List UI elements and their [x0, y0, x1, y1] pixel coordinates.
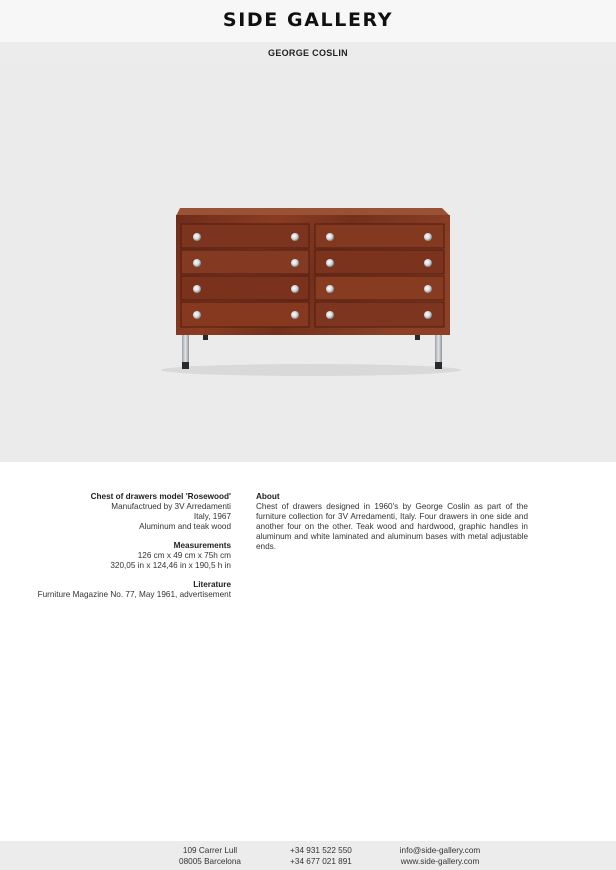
- gallery-logo[interactable]: SIDE GALLERY: [222, 9, 394, 31]
- website-link[interactable]: www.side-gallery.com: [400, 857, 480, 866]
- footer-address: [160, 845, 260, 867]
- artist-name: GEORGE COSLIN: [268, 48, 348, 58]
- product-details: [20, 492, 231, 600]
- about-text: Chest of drawers designed in 1960's by George Coslin as part of the furniture collection for 3V Arredamenti, Italy. Four drawers in one side and another four on the other. Teak wood and hardwood, graphic handles in aluminum and white laminated and aluminum bases with metal adjustable ends.: [256, 502, 528, 551]
- header-bar: [0, 0, 616, 42]
- phone-2[interactable]: +34 677 021 891: [290, 857, 352, 866]
- measurements-heading: Measurements: [173, 541, 231, 550]
- address-line-1: 109 Carrer Lull: [182, 846, 238, 855]
- about-heading: About: [256, 492, 280, 501]
- footer-phones: [276, 845, 366, 867]
- left-drawers: [181, 224, 309, 327]
- email-link[interactable]: info@side-gallery.com: [399, 846, 481, 855]
- materials: Aluminum and teak wood: [139, 522, 231, 531]
- literature-heading: Literature: [193, 580, 231, 589]
- product-title: Chest of drawers model 'Rosewood': [90, 492, 231, 501]
- product-photo: [0, 64, 616, 462]
- measurements-metric: 126 cm x 49 cm x 75h cm: [137, 551, 231, 560]
- right-drawers: [315, 224, 444, 327]
- about-section: [256, 492, 528, 552]
- cabinet-top: [176, 208, 450, 216]
- origin: Italy, 1967: [193, 512, 231, 521]
- chest-of-drawers-image: [0, 64, 616, 462]
- address-line-2: 08005 Barcelona: [179, 857, 241, 866]
- phone-1[interactable]: +34 931 522 550: [290, 846, 352, 855]
- measurements-imperial: 320,05 in x 124,46 in x 190,5 h in: [110, 561, 231, 570]
- cabinet-legs: [182, 335, 442, 369]
- floor-shadow: [161, 364, 461, 376]
- footer-contact: [385, 845, 495, 867]
- footer: [0, 841, 616, 870]
- manufacturer: Manufactrued by 3V Arredamenti: [111, 502, 231, 511]
- literature-text: Furniture Magazine No. 77, May 1961, advertisement: [37, 590, 231, 599]
